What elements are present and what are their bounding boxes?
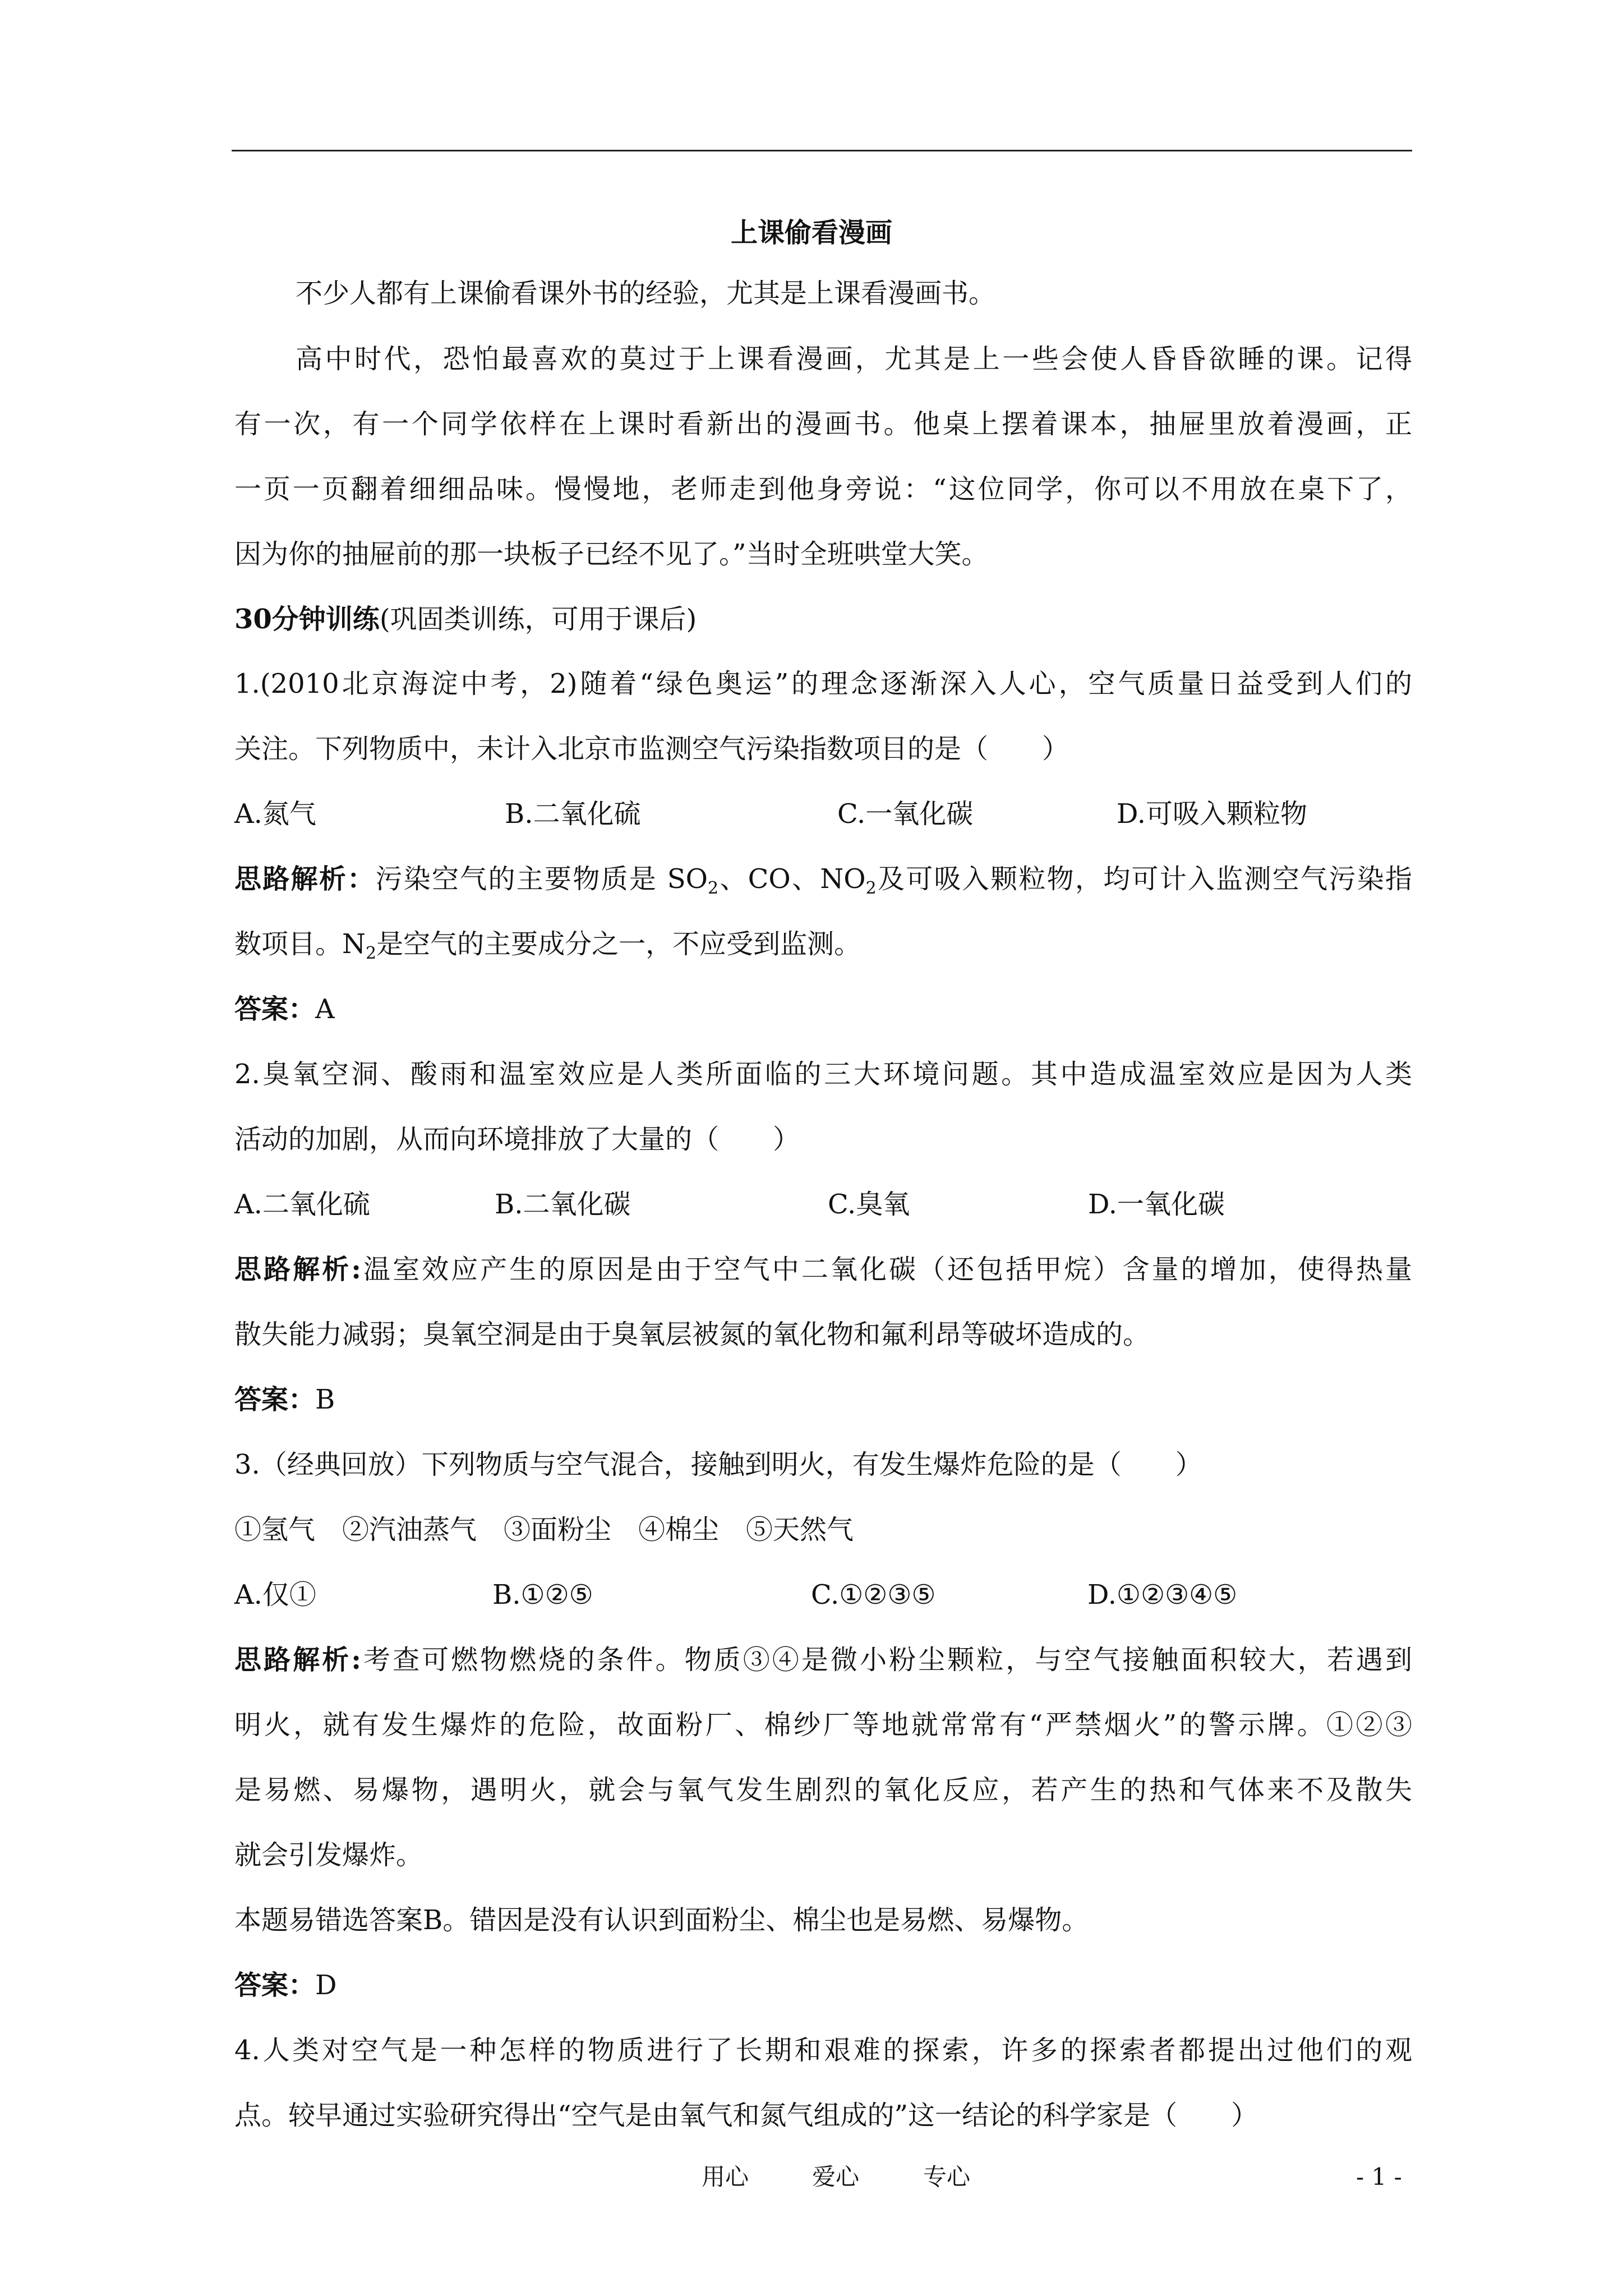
q2-stem-line-2: 活动的加剧，从而向环境排放了大量的（ ） — [234, 1124, 800, 1155]
story-paragraph-2-line-3: 一页一页翻着细细品味。慢慢地，老师走到他身旁说：“这位同学，你可以不用放在桌下了， — [234, 473, 1412, 505]
story-paragraph-2-line-1: 高中时代，恐怕最喜欢的莫过于上课看漫画，尤其是上一些会使人昏昏欲睡的课。记得 — [296, 343, 1412, 375]
q3-analysis-label: 思路解析: — [234, 1644, 361, 1676]
q2-analysis-text-1: 温室效应产生的原因是由于空气中二氧化碳（还包括甲烷）含量的增加，使得热量 — [361, 1254, 1412, 1285]
q1-analysis-subscript-2: 2 — [865, 878, 877, 898]
q1-analysis-line-1 — [234, 862, 1412, 905]
section-heading — [234, 602, 1412, 636]
story-paragraph-1: 不少人都有上课偷看课外书的经验，尤其是上课看漫画书。 — [296, 278, 996, 309]
q1-stem-line-2: 关注。下列物质中，未计入北京市监测空气污染指数项目的是（ ） — [234, 733, 1069, 765]
q1-option-c: C.一氧化碳 — [837, 798, 974, 830]
q2-stem-line-1: 2.臭氧空洞、酸雨和温室效应是人类所面临的三大环境问题。其中造成温室效应是因为人类 — [234, 1059, 1412, 1090]
q2-answer — [234, 1383, 1412, 1416]
q3-option-c: C.①②③⑤ — [811, 1579, 936, 1611]
story-title: 上课偷看漫画 — [730, 217, 892, 249]
q3-analysis-line-1 — [234, 1643, 1412, 1677]
q4-stem-line-1: 4.人类对空气是一种怎样的物质进行了长期和艰难的探索，许多的探索者都提出过他们的观 — [234, 2035, 1412, 2066]
q1-answer-label: 答案： — [234, 993, 316, 1025]
q1-analysis-label: 思路解析： — [234, 863, 376, 895]
footer-word-3: 专心 — [923, 2163, 971, 2191]
q3-answer — [234, 1968, 1412, 2002]
q1-analysis-subscript-1: 2 — [707, 878, 719, 898]
q2-answer-label: 答案： — [234, 1384, 316, 1415]
q1-analysis-line-2 — [234, 927, 1412, 970]
q1-stem-line-1: 1.(2010北京海淀中考，2)随着“绿色奥运”的理念逐渐深入人心，空气质量日益受到人们的 — [234, 668, 1412, 700]
q1-analysis-text-d: 数项目。N — [234, 928, 366, 960]
page-number: - 1 - — [1356, 2163, 1402, 2191]
section-heading-bold: 30分钟训练 — [234, 604, 380, 635]
q3-analysis-line-2: 明火，就有发生爆炸的危险，故面粉厂、棉纱厂等地就常常有“严禁烟火”的警示牌。①②③ — [234, 1709, 1412, 1741]
q1-option-b: B.二氧化硫 — [505, 798, 641, 830]
q2-analysis-line-2: 散失能力减弱；臭氧空洞是由于臭氧层被氮的氧化物和氟利昂等破坏造成的。 — [234, 1319, 1150, 1350]
q1-answer — [234, 992, 1412, 1026]
q2-option-b: B.二氧化碳 — [495, 1189, 631, 1220]
q3-answer-label: 答案： — [234, 1970, 316, 2001]
footer-word-1: 用心 — [702, 2163, 749, 2191]
story-paragraph-2-line-2: 有一次，有一个同学依样在上课时看新出的漫画书。他桌上摆着课本，抽屉里放着漫画，正 — [234, 408, 1412, 440]
q3-note: 本题易错选答案B。错因是没有认识到面粉尘、棉尘也是易燃、易爆物。 — [234, 1904, 1089, 1936]
q1-analysis-subscript-3: 2 — [366, 944, 377, 963]
q2-option-c: C.臭氧 — [828, 1189, 910, 1220]
q3-option-a: A.仅① — [234, 1579, 316, 1611]
q1-analysis-text-a: 污染空气的主要物质是 SO — [375, 863, 708, 895]
q2-analysis-line-1 — [234, 1253, 1412, 1286]
q1-analysis-text-e: 是空气的主要成分之一，不应受到监测。 — [376, 928, 861, 960]
q1-option-a: A.氮气 — [234, 798, 316, 830]
q3-analysis-text-1: 考查可燃物燃烧的条件。物质③④是微小粉尘颗粒，与空气接触面积较大，若遇到 — [361, 1644, 1412, 1676]
story-paragraph-2-line-4: 因为你的抽屉前的那一块板子已经不见了。”当时全班哄堂大笑。 — [234, 539, 989, 570]
header-rule — [232, 150, 1412, 151]
q3-stem: 3.（经典回放）下列物质与空气混合，接触到明火，有发生爆炸危险的是（ ） — [234, 1449, 1202, 1480]
q2-option-d: D.一氧化碳 — [1088, 1189, 1225, 1220]
footer-word-2: 爱心 — [812, 2163, 860, 2191]
q3-answer-value: D — [315, 1970, 337, 2001]
q3-option-d: D.①②③④⑤ — [1087, 1579, 1238, 1611]
q3-analysis-line-4: 就会引发爆炸。 — [234, 1839, 423, 1871]
q1-option-d: D.可吸入颗粒物 — [1117, 798, 1308, 830]
q2-answer-value: B — [315, 1384, 335, 1415]
q2-option-a: A.二氧化硫 — [234, 1189, 370, 1220]
q4-stem-line-2: 点。较早通过实验研究得出“空气是由氧气和氮气组成的”这一结论的科学家是（ ） — [234, 2100, 1258, 2131]
q1-answer-value: A — [315, 993, 335, 1025]
q3-option-b: B.①②⑤ — [492, 1579, 593, 1611]
section-heading-rest: (巩固类训练，可用于课后) — [379, 604, 697, 635]
q3-analysis-line-3: 是易燃、易爆物，遇明火，就会与氧气发生剧烈的氧化反应，若产生的热和气体来不及散失 — [234, 1774, 1412, 1806]
q3-items: ①氢气 ②汽油蒸气 ③面粉尘 ④棉尘 ⑤天然气 — [234, 1514, 854, 1545]
q2-analysis-label: 思路解析: — [234, 1254, 361, 1285]
q1-analysis-text-c: 及可吸入颗粒物，均可计入监测空气污染指 — [876, 863, 1412, 895]
q1-analysis-text-b: 、CO、NO — [718, 863, 866, 895]
